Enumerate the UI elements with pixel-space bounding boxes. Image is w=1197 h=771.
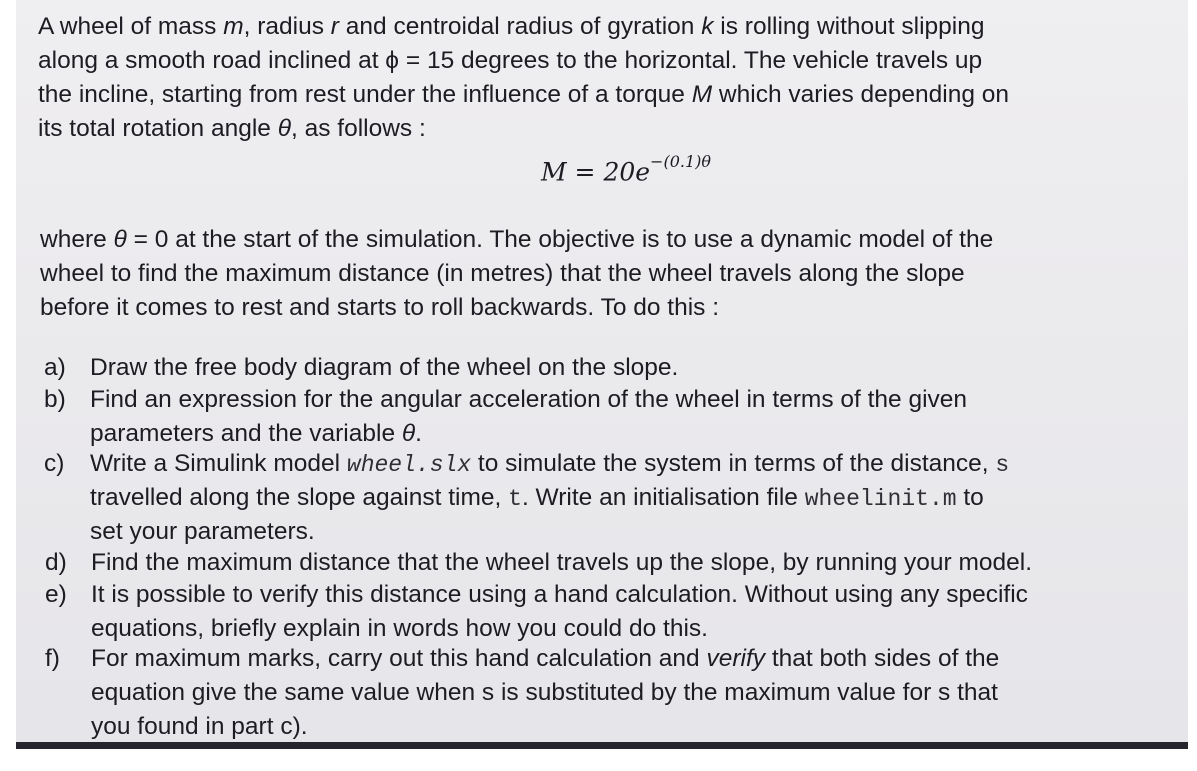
torque-equation: $M = 20e^{-(0.1)\theta}$ xyxy=(541,152,712,187)
item-d: d) Find the maximum distance that the wheel travels up the slope, by running your model. xyxy=(45,546,1032,580)
item-d-label: d) xyxy=(45,549,67,576)
intro-line-2: along a smooth road inclined at ϕ = 15 degrees to the horizontal. The vehicle travels up xyxy=(38,47,983,74)
objective-line-3: before it comes to rest and starts to roll backwards. To do this : xyxy=(40,294,720,321)
objective-paragraph xyxy=(40,223,993,325)
intro-line-4: its total rotation angle θ, as follows : xyxy=(38,115,426,142)
item-c: c) Write a Simulink model wheel.slx to simulate the system in terms of the distance, s travelled along the slope against time, t. Write an initialisation file wheelinit.m to set your parameters. xyxy=(44,447,1009,549)
simulink-filename: wheel.slx xyxy=(346,452,472,478)
item-b-label: b) xyxy=(44,386,66,413)
intro-line-1: A wheel of mass m, radius r and centroidal radius of gyration k is rolling without slipping xyxy=(38,13,985,40)
intro-paragraph xyxy=(38,10,1009,146)
item-c-label: c) xyxy=(44,450,65,477)
item-f: f) For maximum marks, carry out this hand calculation and verify that both sides of the equation give the same value when s is substituted by the maximum value for s that you found in part c). xyxy=(45,642,999,744)
item-a: a) Draw the free body diagram of the wheel on the slope. xyxy=(44,351,678,385)
item-e-label: e) xyxy=(45,581,67,608)
bottom-divider xyxy=(16,742,1188,749)
item-e: e) It is possible to verify this distance using a hand calculation. Without using any specific equations, briefly explain in words how you could do this. xyxy=(45,578,1028,646)
intro-line-3: the incline, starting from rest under the influence of a torque M which varies depending on xyxy=(38,81,1010,108)
item-a-label: a) xyxy=(44,354,66,381)
item-b: b) Find an expression for the angular acceleration of the wheel in terms of the given parameters and the variable θ. xyxy=(44,383,967,451)
objective-line-1: where θ = 0 at the start of the simulation. The objective is to use a dynamic model of the xyxy=(40,226,994,253)
objective-line-2: wheel to find the maximum distance (in metres) that the wheel travels along the slope xyxy=(40,260,965,287)
item-f-label: f) xyxy=(45,645,60,672)
init-filename: wheelinit.m xyxy=(804,486,957,512)
